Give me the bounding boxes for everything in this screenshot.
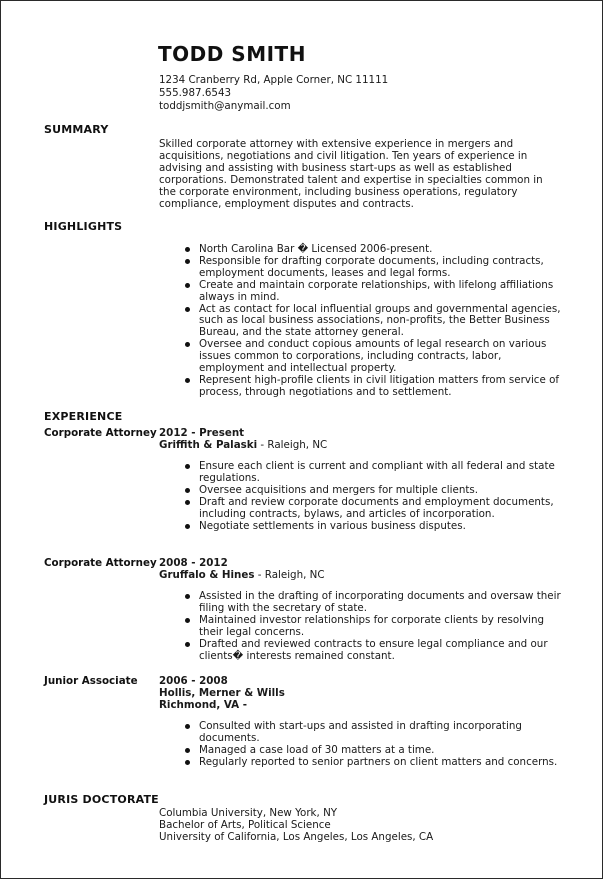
job-bullets: [185, 721, 565, 769]
list-item: Ensure each client is current and compliant with all federal and state regulations.: [185, 461, 565, 485]
phone: 555.987.6543: [159, 87, 232, 99]
company-name: Hollis, Merner & Wills: [159, 687, 285, 699]
candidate-name: TODD SMITH: [158, 42, 306, 66]
list-item: Maintained investor relationships for corporate clients by resolving their legal concerns.: [185, 615, 565, 639]
education-block: [159, 807, 433, 843]
list-item: Regularly reported to senior partners on client matters and concerns.: [185, 757, 565, 769]
list-item: Managed a case load of 30 matters at a time.: [185, 745, 565, 757]
highlights-heading: HIGHLIGHTS: [44, 220, 123, 233]
experience-heading: EXPERIENCE: [44, 410, 123, 423]
company-location: - Raleigh, NC: [254, 569, 325, 581]
contact-block: [159, 74, 388, 113]
job-title: Corporate Attorney: [44, 557, 157, 569]
job-bullets: [185, 461, 565, 532]
job-header: [159, 557, 325, 581]
list-item: Oversee acquisitions and mergers for multiple clients.: [185, 485, 565, 497]
job-title: Junior Associate: [44, 675, 138, 687]
job-dates: 2008 - 2012: [159, 557, 228, 569]
list-item: Drafted and reviewed contracts to ensure legal compliance and our clients� interests remained constant.: [185, 639, 565, 663]
education-line: Columbia University, New York, NY: [159, 807, 338, 819]
list-item: Responsible for drafting corporate documents, including contracts, employment documents, leases and legal forms.: [185, 256, 565, 280]
education-heading: JURIS DOCTORATE: [44, 793, 159, 806]
education-line: University of California, Los Angeles, Los Angeles, CA: [159, 831, 434, 843]
summary-heading: SUMMARY: [44, 123, 109, 136]
list-item: Consulted with start-ups and assisted in drafting incorporating documents.: [185, 721, 565, 745]
company-location: - Raleigh, NC: [257, 439, 328, 451]
job-dates: 2012 - Present: [159, 427, 245, 439]
job-title: Corporate Attorney: [44, 427, 157, 439]
list-item: Draft and review corporate documents and employment documents, including contracts, bylaws, and articles of incorporation.: [185, 497, 565, 521]
job-bullets: [185, 591, 565, 662]
list-item: Oversee and conduct copious amounts of legal research on various issues common to corporations, including contracts, labor, employment and intellectual property.: [185, 339, 565, 375]
list-item: Assisted in the drafting of incorporating documents and oversaw their filing with the secretary of state.: [185, 591, 565, 615]
education-line: Bachelor of Arts, Political Science: [159, 819, 331, 831]
address: 1234 Cranberry Rd, Apple Corner, NC 11111: [159, 74, 389, 86]
job-header: [159, 675, 285, 711]
list-item: North Carolina Bar � Licensed 2006-present.: [185, 244, 565, 256]
job-dates: 2006 - 2008: [159, 675, 228, 687]
list-item: Represent high-profile clients in civil litigation matters from service of process, through negotiations and to settlement.: [185, 375, 565, 399]
email: toddjsmith@anymail.com: [159, 100, 291, 112]
list-item: Act as contact for local influential groups and governmental agencies, such as local business associations, non-profits, the Better Business Bureau, and the state attorney general.: [185, 304, 565, 340]
company-name: Griffith & Palaski: [159, 439, 258, 451]
highlights-list: [185, 244, 565, 399]
job-header: [159, 427, 327, 451]
list-item: Negotiate settlements in various business disputes.: [185, 521, 565, 533]
summary-text: Skilled corporate attorney with extensive experience in mergers and acquisitions, negotiations and civil litigation. Ten years of experience in advising and assisting with business start-ups as well as established corporations. Demonstrated talent and expertise in specialties common in the corporate environment, including business operations, regulatory compliance, employment disputes and contracts.: [159, 138, 543, 210]
list-item: Create and maintain corporate relationships, with lifelong affiliations always in mind.: [185, 280, 565, 304]
company-name: Gruffalo & Hines: [159, 569, 255, 581]
company-location: Richmond, VA -: [159, 699, 247, 711]
